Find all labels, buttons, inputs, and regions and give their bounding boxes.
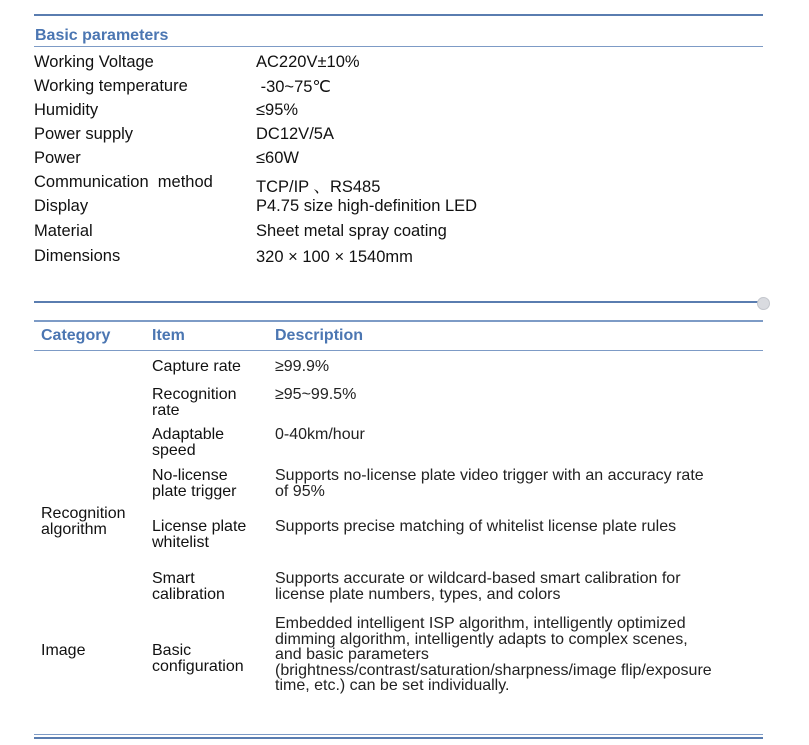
table-item-no-license-plate-trigger: No-license plate trigger (152, 467, 237, 500)
param-label-display: Display (34, 197, 89, 215)
table-desc-recognition-rate: ≥95~99.5% (275, 386, 357, 403)
param-value-power-supply: DC12V/5A (256, 125, 334, 143)
param-value-display: P4.75 size high-definition LED (256, 197, 478, 215)
table-desc-basic-configuration: Embedded intelligent ISP algorithm, intelligently optimized dimming algorithm, intelligently adapts to complex scenes, and basic parameters (brightness/contrast/saturation/sharpness/image flip/exposure time, etc.) can be set individually. (275, 615, 712, 694)
table-item-capture-rate: Capture rate (152, 358, 241, 375)
table-top-rule (34, 320, 763, 322)
divider-knob-icon (757, 297, 770, 310)
table-header-underline (34, 350, 763, 351)
table-header-description: Description (275, 327, 364, 344)
table-header-item: Item (152, 327, 185, 344)
param-value-working-voltage: AC220V±10% (256, 53, 360, 71)
section-title-basic-parameters: Basic parameters (35, 27, 169, 44)
table-item-license-plate-whitelist: License plate whitelist (152, 518, 247, 551)
table-bottom-rule-upper (34, 734, 763, 735)
param-value-material: Sheet metal spray coating (256, 222, 447, 240)
param-label-working-voltage: Working Voltage (34, 53, 154, 71)
param-value-working-temperature: -30~75℃ (256, 78, 331, 96)
section-title-underline (34, 46, 763, 47)
table-desc-license-plate-whitelist: Supports precise matching of whitelist license plate rules (275, 518, 677, 535)
param-value-power: ≤60W (256, 149, 299, 167)
table-item-recognition-rate: Recognition rate (152, 386, 237, 419)
table-desc-smart-calibration: Supports accurate or wildcard-based smart calibration for license plate numbers, types, and colors (275, 570, 681, 603)
param-label-humidity: Humidity (34, 101, 99, 119)
table-category-image: Image (41, 642, 86, 659)
table-item-smart-calibration: Smart calibration (152, 570, 225, 603)
param-label-communication-method: Communication method (34, 173, 213, 191)
param-value-humidity: ≤95% (256, 101, 299, 119)
param-label-material: Material (34, 222, 93, 240)
table-desc-capture-rate: ≥99.9% (275, 358, 330, 375)
top-rule (34, 14, 763, 16)
table-bottom-rule (34, 737, 763, 739)
section-divider (34, 301, 758, 303)
table-header-category: Category (41, 327, 111, 344)
table-category-recognition-algorithm: Recognition algorithm (41, 505, 126, 538)
param-label-working-temperature: Working temperature (34, 77, 188, 95)
param-value-dimensions: 320 × 100 × 1540mm (256, 248, 413, 266)
param-label-dimensions: Dimensions (34, 247, 121, 265)
table-item-basic-configuration: Basic configuration (152, 642, 244, 675)
param-label-power: Power (34, 149, 81, 167)
table-desc-no-license-plate-trigger: Supports no-license plate video trigger with an accuracy rate of 95% (275, 467, 704, 500)
table-desc-adaptable-speed: 0-40km/hour (275, 426, 365, 443)
table-item-adaptable-speed: Adaptable speed (152, 426, 225, 459)
param-label-power-supply: Power supply (34, 125, 134, 143)
param-value-communication-method: TCP/IP 、RS485 (256, 178, 381, 196)
